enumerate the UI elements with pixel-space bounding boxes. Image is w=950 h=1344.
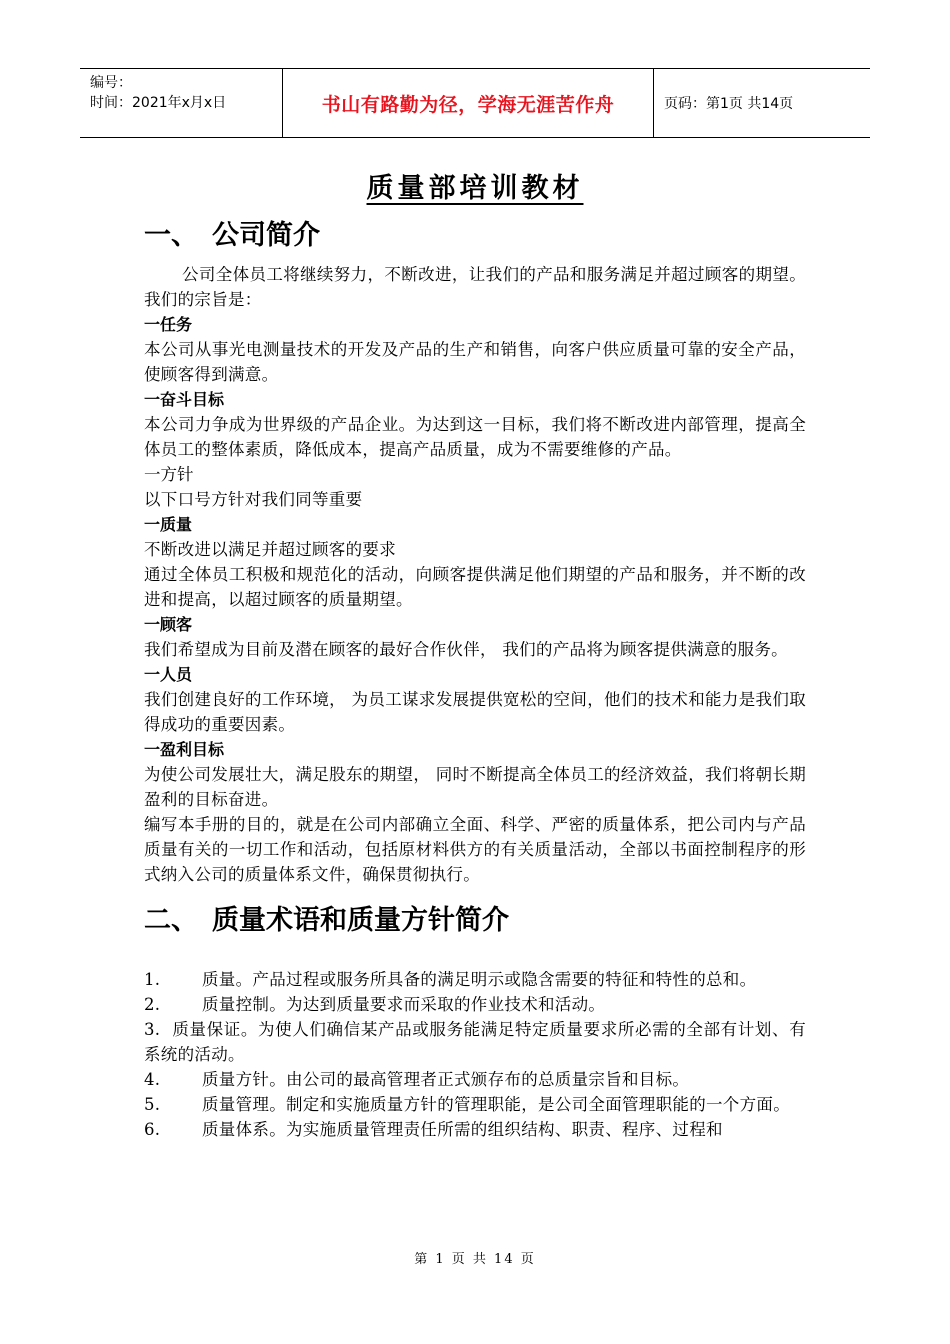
section-number: 一、: [144, 220, 198, 251]
term-list-item: [144, 992, 806, 1017]
term-list-text: 质量控制。为达到质量要求而采取的作业技术和活动。: [202, 995, 606, 1014]
term-list-text: 质量保证。为使人们确信某产品或服务能满足特定质量要求所必需的全部有计划、有系统的活动。: [144, 1020, 806, 1064]
staff-paragraph: 我们创建良好的工作环境， 为员工谋求发展提供宽松的空间，他们的技术和能力是我们取得成功的重要因素。: [144, 690, 806, 734]
section-number: 二、: [144, 905, 198, 936]
subheading-goal: 一奋斗目标: [144, 390, 225, 409]
date-label: 时间：2021年x月x日: [90, 95, 227, 111]
term-list-number: 1.: [144, 970, 161, 989]
term-list-number: 5.: [144, 1095, 161, 1114]
customer-paragraph: 我们希望成为目前及潜在顾客的最好合作伙伴， 我们的产品将为顾客提供满意的服务。: [144, 640, 788, 659]
policy-paragraph: 以下口号方针对我们同等重要: [144, 490, 363, 509]
term-list-number: 2.: [144, 995, 161, 1014]
term-list-item: [144, 1092, 806, 1117]
subheading-policy: 一方针: [144, 465, 194, 484]
subheading-quality: 一质量: [144, 515, 193, 534]
term-list-text: 质量。产品过程或服务所具备的满足明示或隐含需要的特征和特性的总和。: [202, 970, 757, 989]
subheading-staff: 一人员: [144, 665, 193, 684]
term-list-item: [144, 1117, 806, 1142]
document-body: [144, 216, 806, 1142]
manual-paragraph: 编写本手册的目的，就是在公司内部确立全面、科学、严密的质量体系，把公司内与产品质量有关的一切工作和活动，包括原材料供方的有关质量活动，全部以书面控制程序的形式纳入公司的质量体系文件，确保贯彻执行。: [144, 815, 806, 884]
term-list: [144, 967, 806, 1142]
term-list-text: 质量管理。制定和实施质量方针的管理职能，是公司全面管理职能的一个方面。: [202, 1095, 790, 1114]
subheading-task: 一任务: [144, 315, 193, 334]
term-list-text: 质量方针。由公司的最高管理者正式颁存布的总质量宗旨和目标。: [202, 1070, 690, 1089]
term-list-number: 6.: [144, 1120, 161, 1139]
code-label: 编号：: [90, 75, 132, 91]
quality-paragraph-1: 不断改进以满足并超过顾客的要求: [144, 540, 396, 559]
profit-paragraph: 为使公司发展壮大，满足股东的期望， 同时不断提高全体员工的经济效益，我们将朝长期盈利的目标奋进。: [144, 765, 806, 809]
section-title: 质量术语和质量方针简介: [212, 905, 509, 936]
term-list-item: [144, 1017, 806, 1067]
page-header: [80, 68, 870, 138]
section-title: 公司简介: [212, 220, 320, 251]
section-heading-2: [144, 901, 806, 941]
task-paragraph: 本公司从事光电测量技术的开发及产品的生产和销售，向客户供应质量可靠的安全产品，使顾客得到满意。: [144, 340, 806, 384]
section-heading-1: [144, 216, 806, 256]
document-title: 质量部培训教材: [366, 173, 584, 204]
term-list-number: 3.: [144, 1020, 161, 1039]
header-meta: [80, 69, 282, 137]
page-footer: 第 1 页 共 14 页: [414, 1252, 536, 1267]
term-list-text: 质量体系。为实施质量管理责任所需的组织结构、职责、程序、过程和: [202, 1120, 723, 1139]
goal-paragraph: 本公司力争成为世界级的产品企业。为达到这一目标，我们将不断改进内部管理，提高全体员工的整体素质，降低成本，提高产品质量，成为不需要维修的产品。: [144, 415, 806, 459]
header-motto: 书山有路勤为径，学海无涯苦作舟: [282, 69, 654, 137]
term-list-item: [144, 967, 806, 992]
quality-paragraph-2: 通过全体员工积极和规范化的活动，向顾客提供满足他们期望的产品和服务，并不断的改进和提高，以超过顾客的质量期望。: [144, 565, 806, 609]
intro-paragraph: 公司全体员工将继续努力，不断改进，让我们的产品和服务满足并超过顾客的期望。我们的宗旨是：: [144, 265, 806, 309]
term-list-item: [144, 1067, 806, 1092]
term-list-number: 4.: [144, 1070, 161, 1089]
subheading-profit: 一盈利目标: [144, 740, 225, 759]
header-page-label: 页码：第1页 共14页: [664, 96, 794, 112]
subheading-customer: 一顾客: [144, 615, 193, 634]
